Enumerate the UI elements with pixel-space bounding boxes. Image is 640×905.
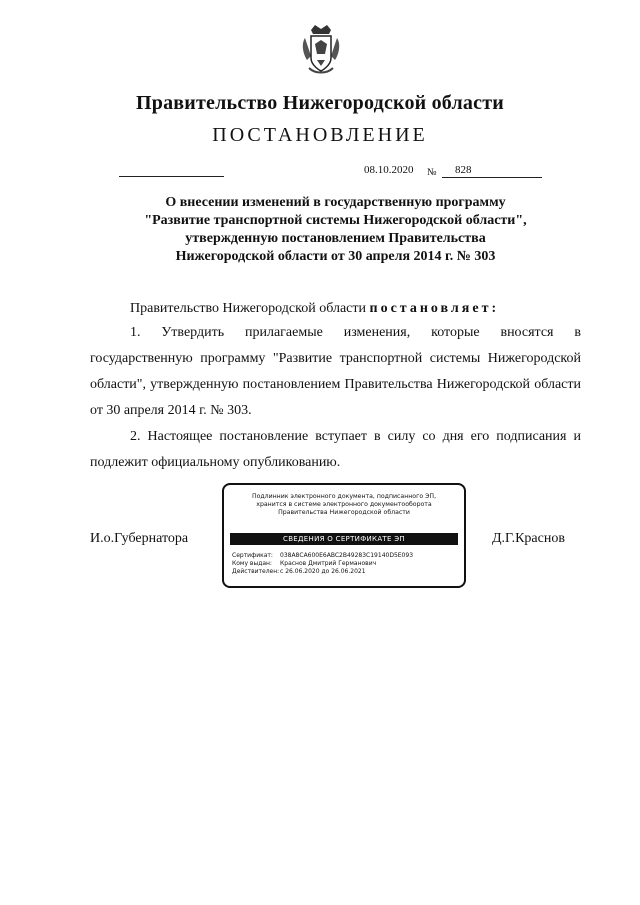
paragraph-1: 1. Утвердить прилагаемые изменения, которые вносятся в государственную программу "Развитие транспортной системы Нижегородской области", утвержденную постановлением Правительства Нижегородской области от 30 апреля 2014 г. № 303. [90,325,581,418]
issued-to-row [232,560,413,568]
document-number: 828 [455,164,472,176]
signatory-position: И.о.Губернатора [90,531,189,546]
stamp-header-line: Подлинник электронного документа, подписанного ЭП, [251,493,437,500]
electronic-signature-stamp [222,483,466,588]
stamp-certificate-info [232,552,413,576]
coat-of-arms-icon [301,24,341,76]
stamp-header-line: Правительства Нижегородской области [278,509,410,516]
validity-label: Действителен: [232,568,280,575]
number-sign: № [427,167,437,178]
validity-value: с 26.06.2020 до 26.06.2021 [280,568,366,575]
organization-heading: Правительство Нижегородской области [136,92,504,114]
document-type-heading: ПОСТАНОВЛЕНИЕ [212,124,428,146]
certificate-value: 038A8CA600E6ABC2B49283C19140D5E093 [280,552,414,559]
title-line: утвержденную постановлением Правительства [185,231,486,246]
stamp-header-line: хранится в системе электронного документооборота [256,501,432,508]
signatory-name: Д.Г.Краснов [492,531,565,546]
blank-date-line [119,176,224,177]
stamp-header [224,493,464,517]
decree-keyword: постановляет: [369,301,500,316]
issued-to-label: Кому выдан: [232,560,272,567]
issued-to-value: Краснов Дмитрий Германович [280,560,377,567]
title-line: О внесении изменений в государственную программу [165,195,506,210]
paragraph-2: 2. Настоящее постановление вступает в силу со дня его подписания и подлежит официальному опубликованию. [90,429,581,470]
stamp-title-bar: СВЕДЕНИЯ О СЕРТИФИКАТЕ ЭП [230,533,458,545]
document-date: 08.10.2020 [364,164,414,176]
number-underline [442,177,542,178]
preamble-paragraph [90,296,581,322]
preamble-lead: Правительство Нижегородской области [130,301,370,316]
validity-row [232,568,413,576]
certificate-label: Сертификат: [232,552,273,559]
certificate-row [232,552,413,560]
title-line: "Развитие транспортной системы Нижегородской области", [144,213,527,228]
document-title [90,194,581,266]
title-line: Нижегородской области от 30 апреля 2014 г. № 303 [175,249,496,264]
